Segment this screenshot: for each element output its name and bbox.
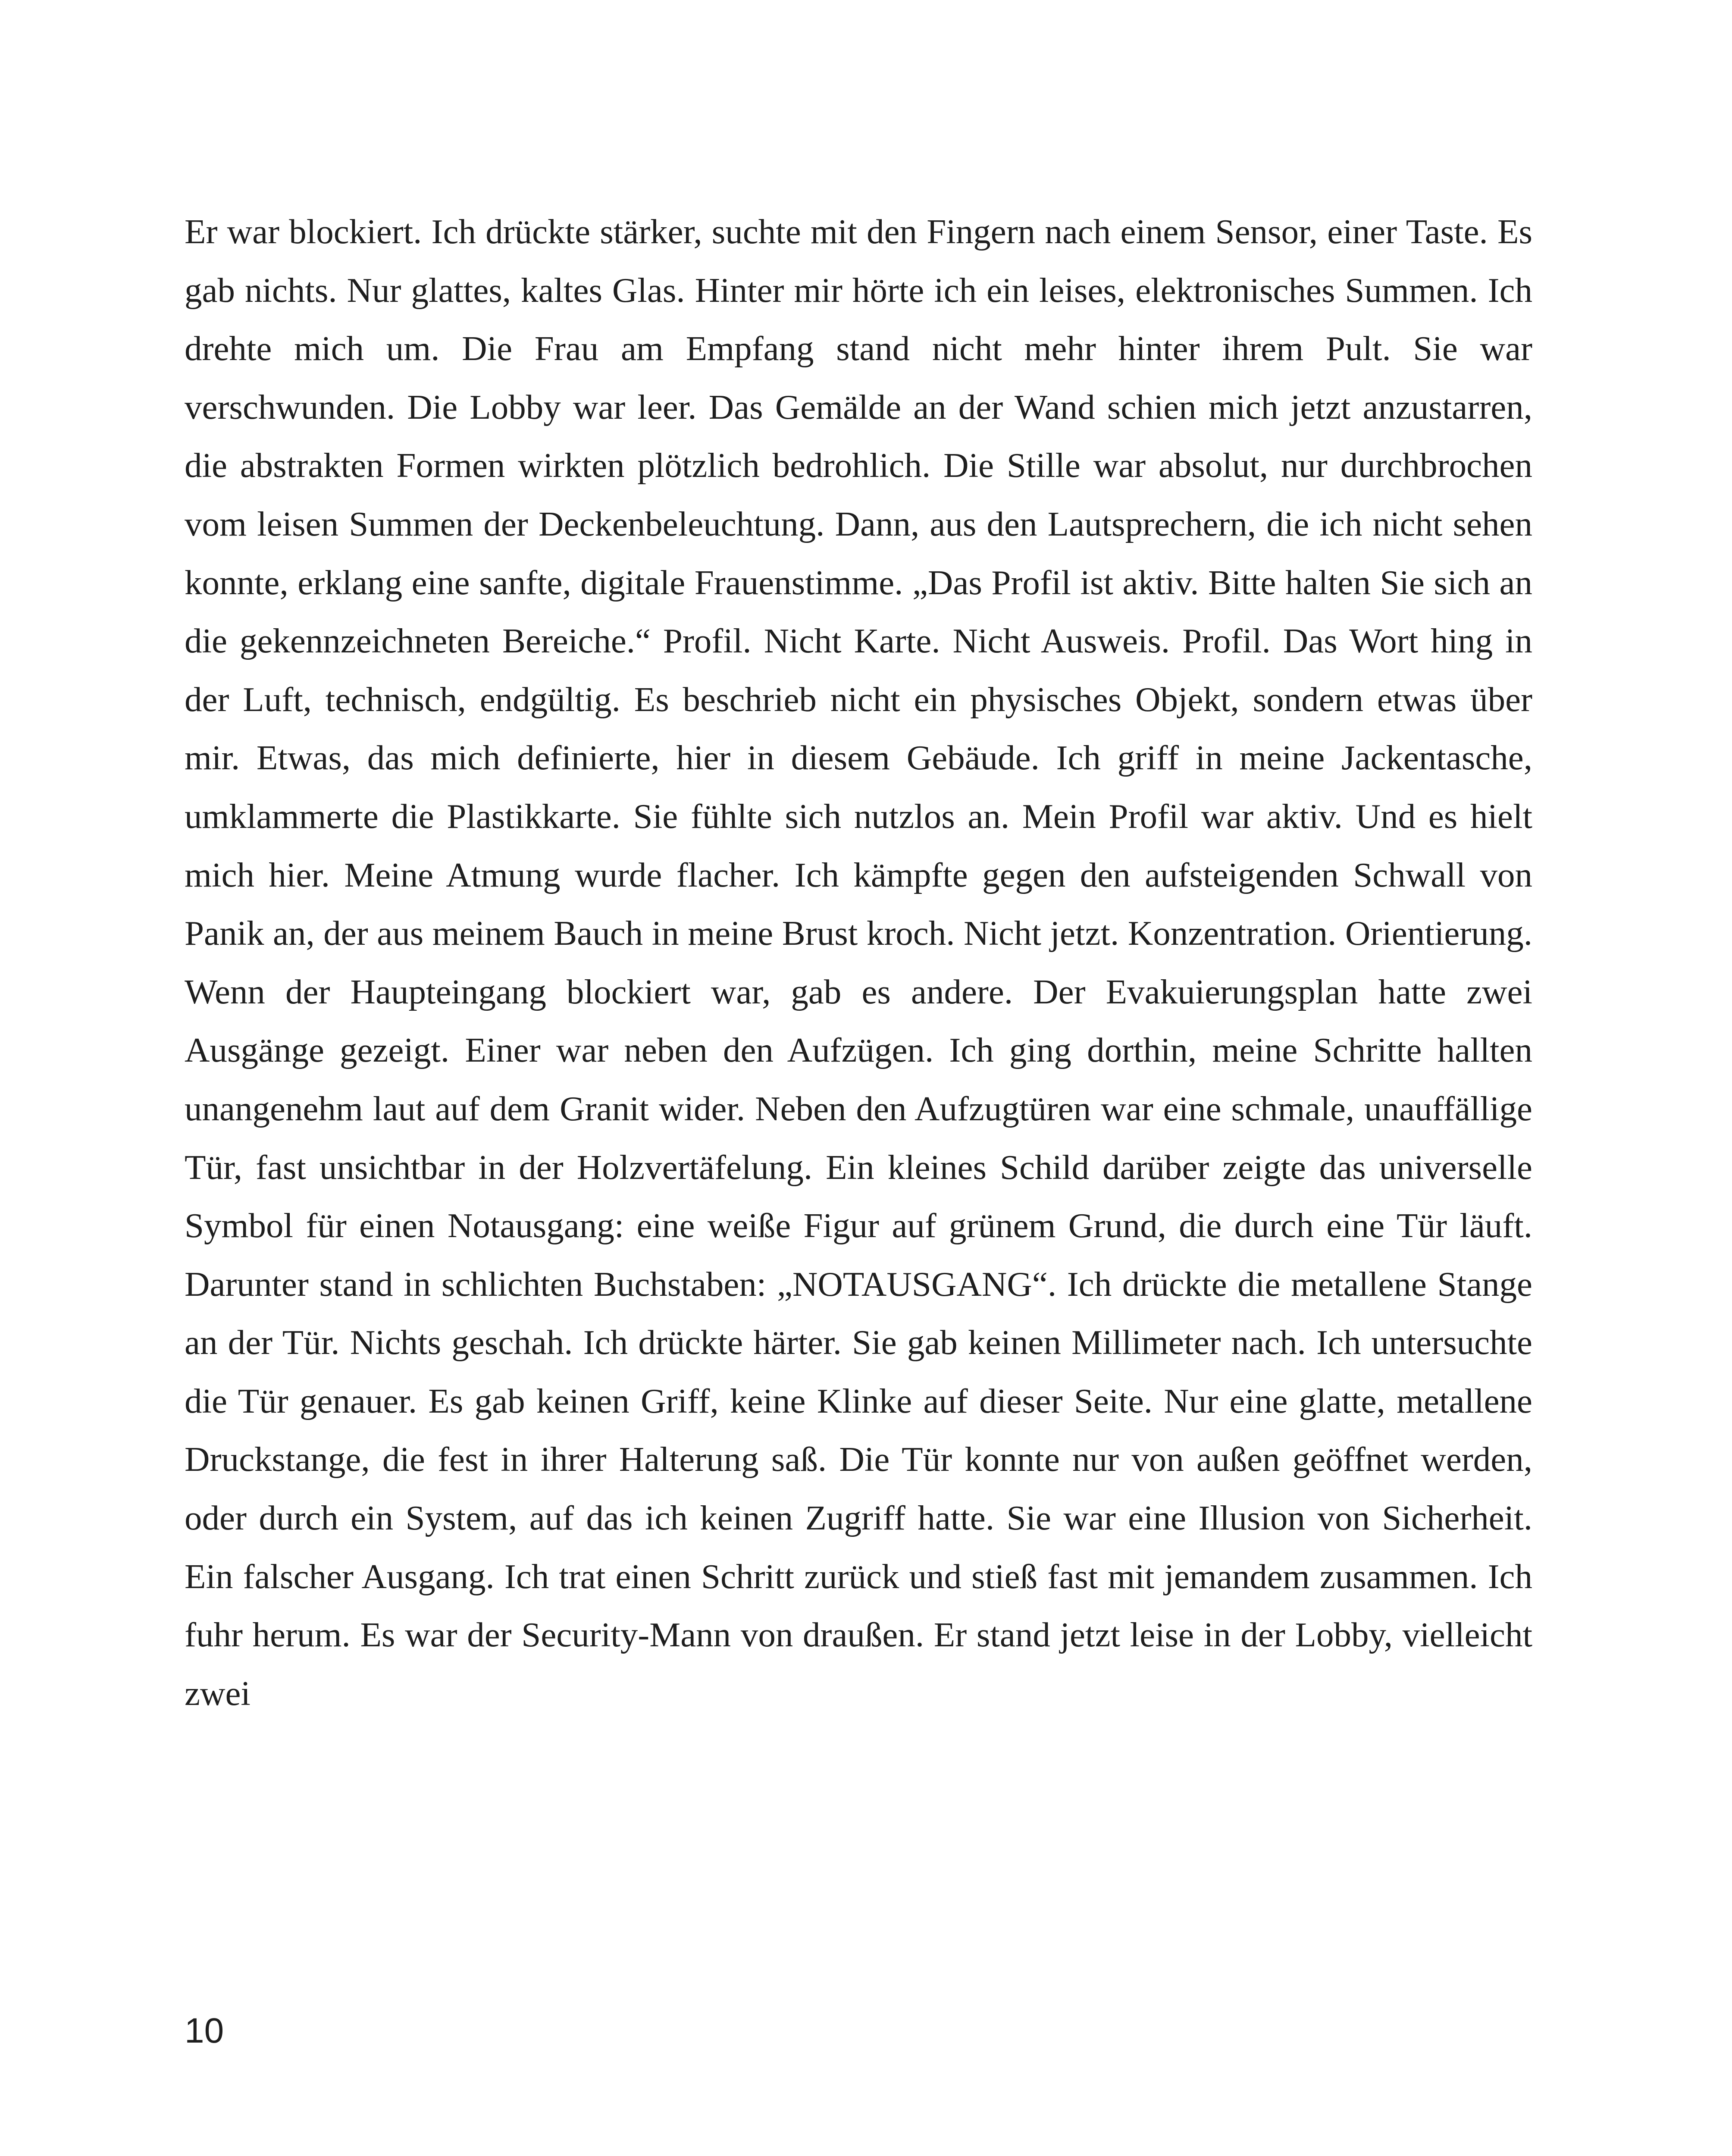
body-text: Er war blockiert. Ich drückte stärker, suchte mit den Fingern nach einem Sensor, einer Taste. Es gab nichts. Nur glattes, kaltes Glas. Hinter mir hörte ich ein leises, elektronisches Summen. Ich drehte mich um. Die Frau am Empfang stand nicht mehr hinter ihrem Pult. Sie war verschwunden. Die Lobby war leer. Das Gemälde an der Wand schien mich jetzt anzustarren, die abstrakten Formen wirkten plötzlich bedrohlich. Die Stille war absolut, nur durchbrochen vom leisen Summen der Deckenbeleuchtung. Dann, aus den Lautsprechern, die ich nicht sehen konnte, erklang eine sanfte, digitale Frauenstimme. „Das Profil ist aktiv. Bitte halten Sie sich an die gekennzeichneten Bereiche.“ Profil. Nicht Karte. Nicht Ausweis. Profil. Das Wort hing in der Luft, technisch, endgültig. Es beschrieb nicht ein physisches Objekt, sondern etwas über mir. Etwas, das mich definierte, hier in diesem Gebäude. Ich griff in meine Jackentasche, umklammerte die Plastikkarte. Sie fühlte sich nutzlos an. Mein Profil war aktiv. Und es hielt mich hier. Meine Atmung wurde flacher. Ich kämpfte gegen den aufsteigenden Schwall von Panik an, der aus meinem Bauch in meine Brust kroch. Nicht jetzt. Konzentration. Orientierung. Wenn der Haupteingang blockiert war, gab es andere. Der Evakuierungsplan hatte zwei Ausgänge gezeigt. Einer war neben den Aufzügen. Ich ging dorthin, meine Schritte hallten unangenehm laut auf dem Granit wider. Neben den Aufzugtüren war eine schmale, unauffällige Tür, fast unsichtbar in der Holzvertäfelung. Ein kleines Schild darüber zeigte das universelle Symbol für einen Notausgang: eine weiße Figur auf grünem Grund, die durch eine Tür läuft. Darunter stand in schlichten Buchstaben: „NOTAUSGANG“. Ich drückte die metallene Stange an der Tür. Nichts geschah. Ich drückte härter. Sie gab keinen Millimeter nach. Ich untersuchte die Tür genauer. Es gab keinen Griff, keine Klinke auf dieser Seite. Nur eine glatte, metallene Druckstange, die fest in ihrer Halterung saß. Die Tür konnte nur von außen geöffnet werden, oder durch ein System, auf das ich keinen Zugriff hatte. Sie war eine Illusion von Sicherheit. Ein falscher Ausgang. Ich trat einen Schritt zurück und stieß fast mit jemandem zusammen. Ich fuhr herum. Es war der Security-Mann von draußen. Er stand jetzt leise in der Lobby, vielleicht zwei xyxy=(185,212,1532,1713)
page-number: 10 xyxy=(185,2011,224,2050)
